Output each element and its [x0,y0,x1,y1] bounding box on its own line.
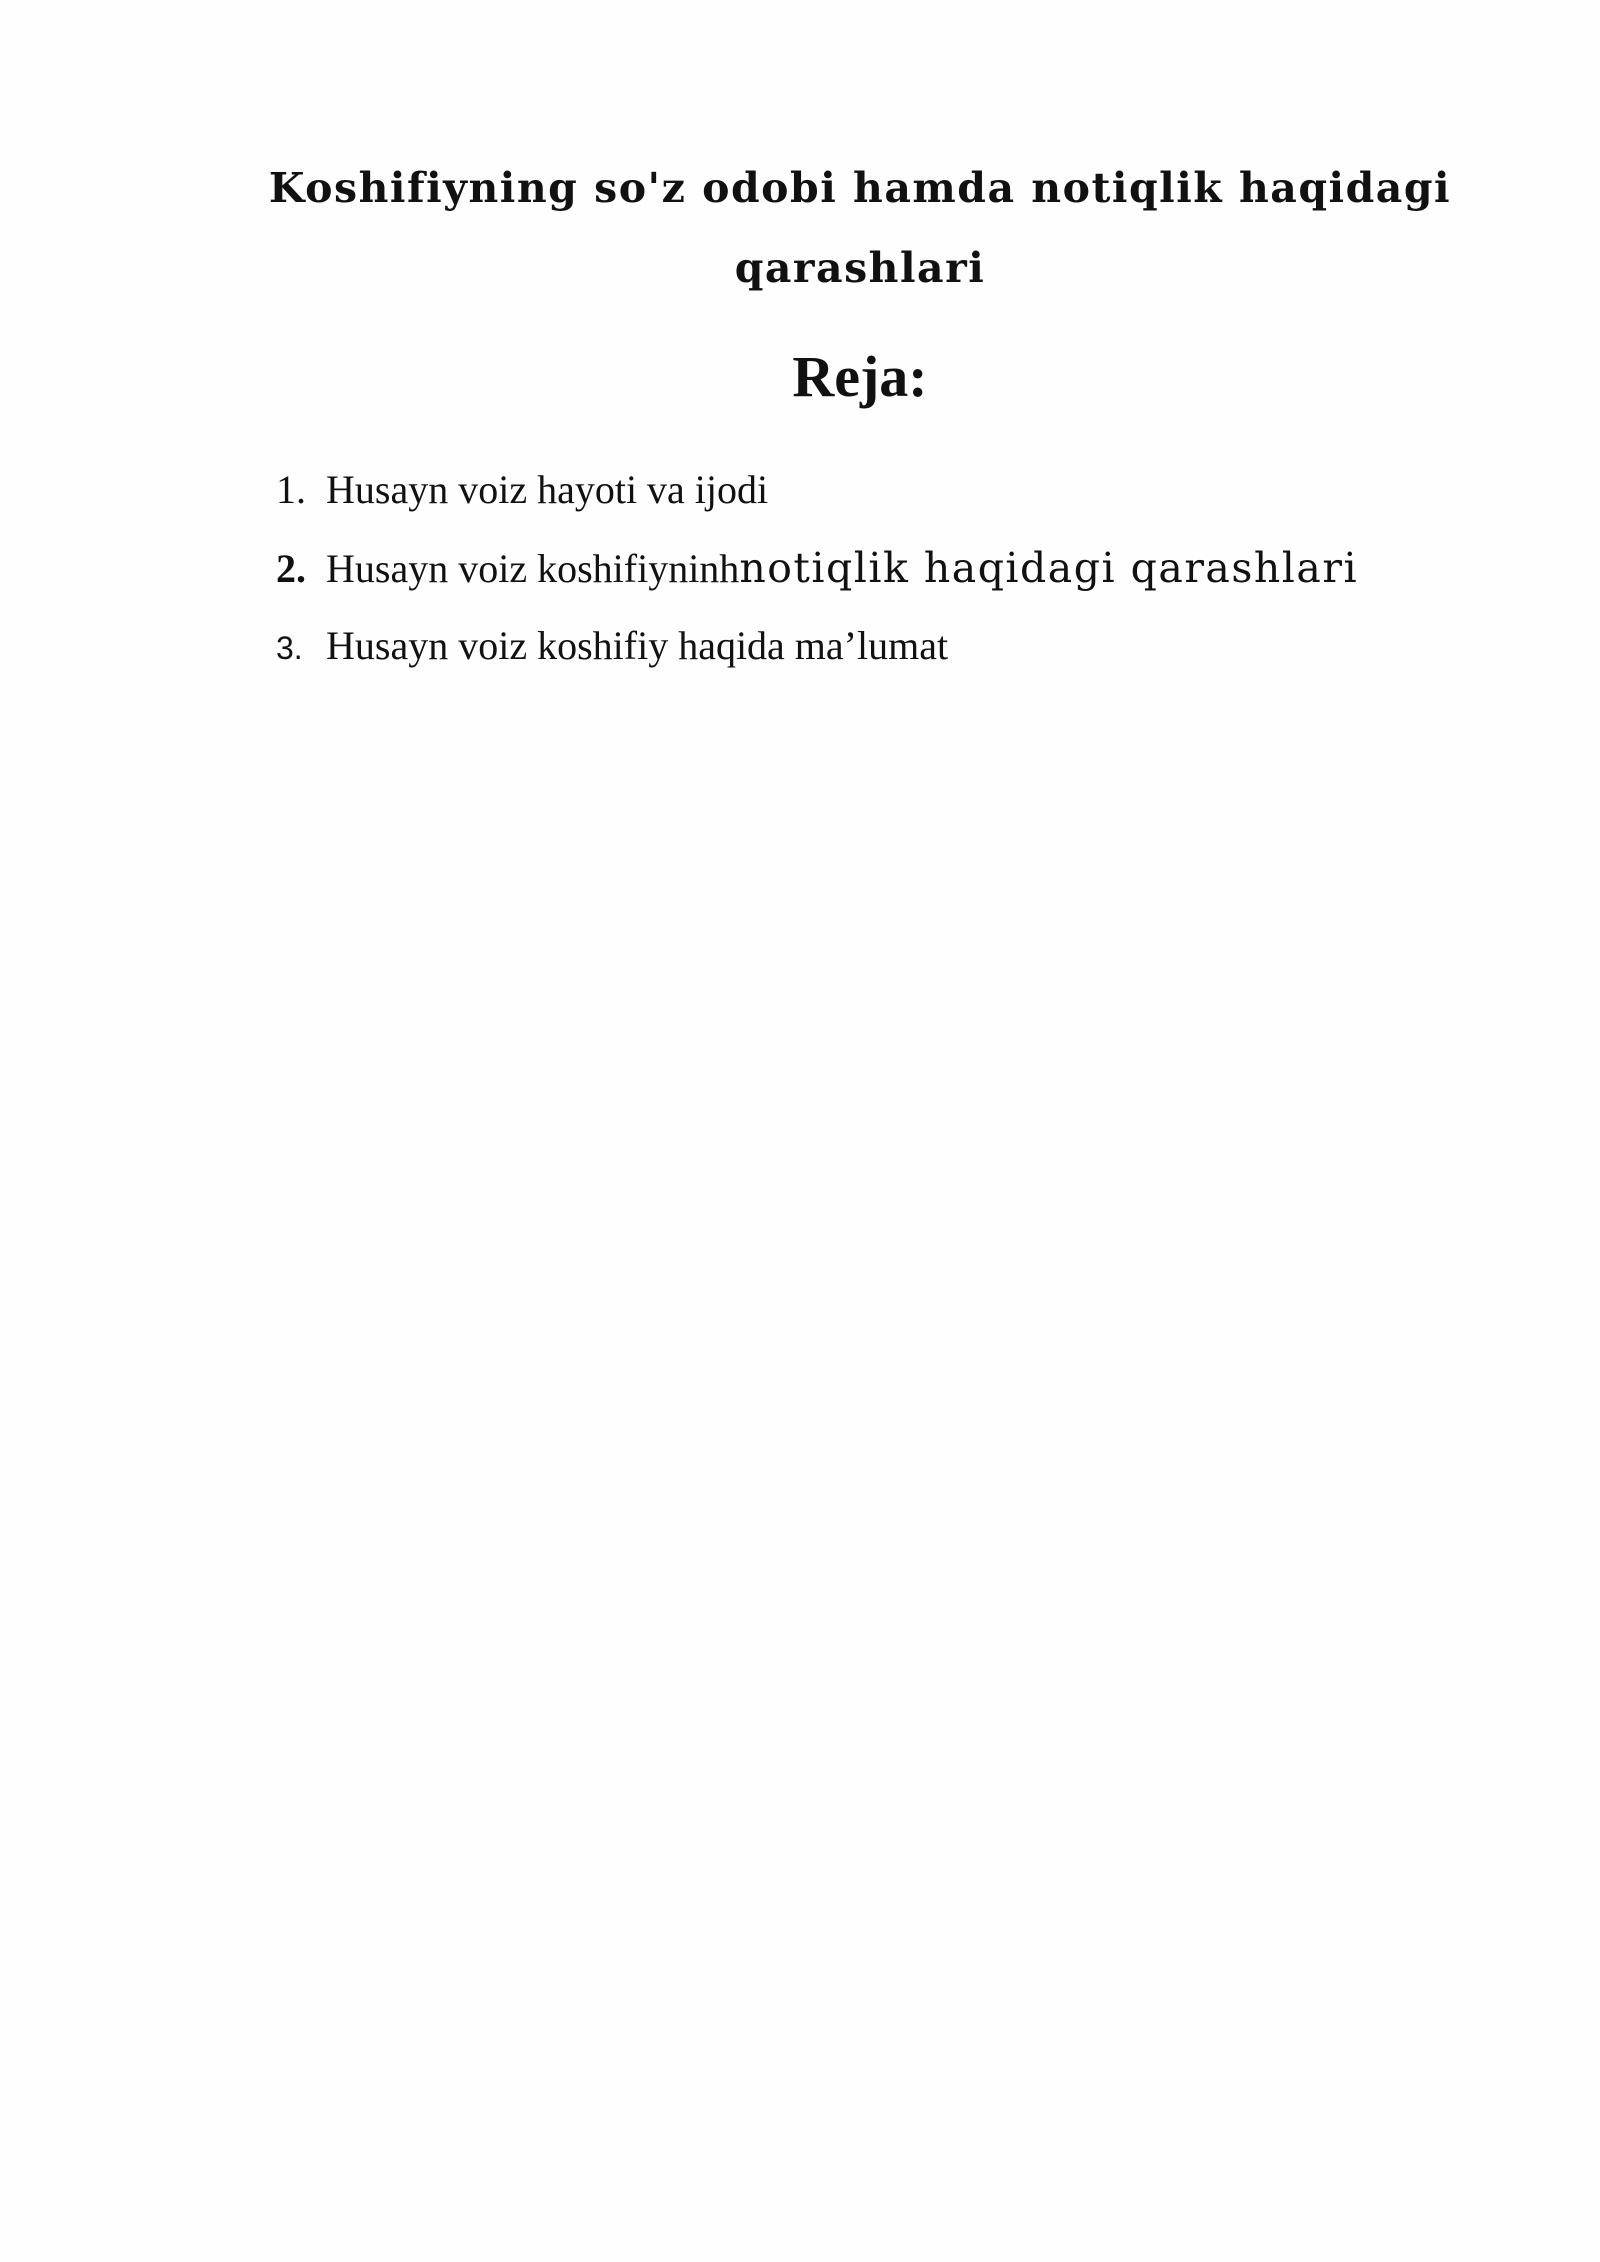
plan-item-2 [276,544,1476,622]
plan-item-3 [276,622,1476,700]
plan-item-number: 1. [276,467,306,512]
plan-item-text: Husayn voiz koshifiyninh [326,546,740,591]
plan-heading: Reja: [792,344,928,409]
plan-item-text: Husayn voiz koshifiy haqida ma’lumat [326,623,949,668]
plan-list [276,466,1476,700]
plan-item-text-continued: notiqlik haqidagi qarashlari [739,544,1359,592]
plan-item-1 [276,466,1476,544]
plan-item-number: 3. [276,630,303,666]
plan-item-text: Husayn voiz hayoti va ijodi [326,467,769,512]
document-title: Koshifiyning so'z odobi hamda notiqlik haqidagi qarashlari [268,164,1452,292]
plan-item-number: 2. [276,546,306,591]
